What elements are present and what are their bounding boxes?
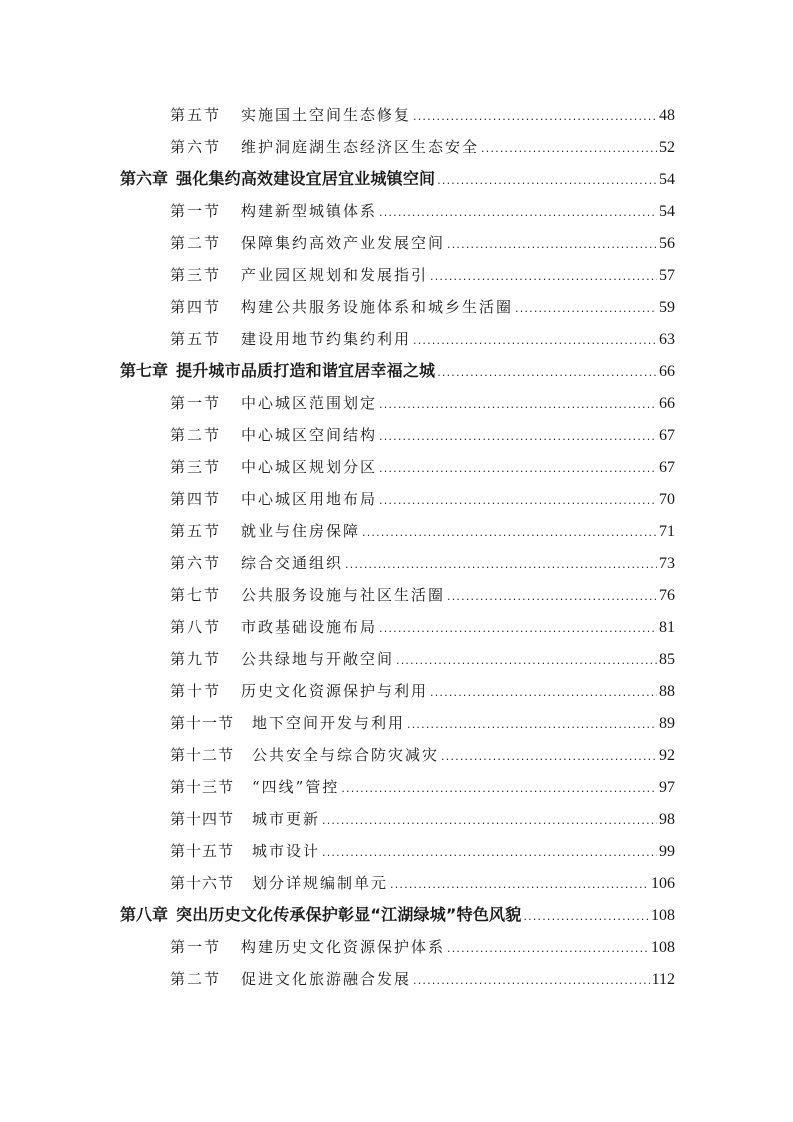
page-number: 66 (659, 395, 675, 412)
section-title: 城市更新 (252, 810, 321, 828)
chapter-title: 强化集约高效建设宜居宜业城镇空间 (176, 169, 436, 188)
page-number: 98 (659, 811, 675, 828)
page-number: 112 (651, 971, 675, 988)
page-number: 99 (659, 843, 675, 860)
dot-leader (379, 201, 657, 225)
section-title: 维护洞庭湖生态经济区生态安全 (241, 138, 480, 156)
page-number: 85 (659, 651, 675, 668)
chapter-number: 第七章 (120, 361, 169, 380)
section-number: 第一节 (170, 938, 222, 956)
dot-leader (515, 297, 657, 321)
page-number: 63 (659, 331, 675, 348)
section-title: 城市设计 (252, 842, 321, 860)
section-number: 第三节 (170, 458, 222, 476)
page-number: 76 (659, 587, 675, 604)
dot-leader (447, 233, 657, 257)
dot-leader (413, 329, 657, 353)
page-number: 67 (659, 427, 675, 444)
toc-entry-section[interactable] (170, 295, 675, 319)
page-number: 70 (659, 491, 675, 508)
toc-entry-section[interactable] (170, 807, 675, 831)
section-title: 产业园区规划和发展指引 (241, 266, 429, 284)
toc-entry-chapter[interactable] (120, 903, 675, 927)
toc-entry-section[interactable] (170, 519, 675, 543)
toc-entry-section[interactable] (170, 743, 675, 767)
toc-entry-section[interactable] (170, 647, 675, 671)
section-title: 建设用地节约集约利用 (241, 330, 412, 348)
dot-leader (322, 841, 657, 865)
section-title: 中心城区用地布局 (241, 490, 378, 508)
section-title: 市政基础设施布局 (241, 618, 378, 636)
page-number: 54 (659, 171, 675, 188)
section-number: 第五节 (170, 522, 222, 540)
page-number: 52 (659, 139, 675, 156)
toc-entry-section[interactable] (170, 231, 675, 255)
section-title: 就业与住房保障 (241, 522, 361, 540)
dot-leader (345, 553, 657, 577)
dot-leader (341, 777, 657, 801)
chapter-number: 第八章 (120, 905, 169, 924)
section-number: 第六节 (170, 138, 222, 156)
section-title: “四线”管控 (252, 778, 340, 796)
dot-leader (447, 937, 649, 961)
section-title: 保障集约高效产业发展空间 (241, 234, 446, 252)
section-title: 公共服务设施与社区生活圈 (241, 586, 446, 604)
dot-leader (407, 713, 657, 737)
section-number: 第十五节 (170, 842, 235, 860)
toc-entry-section[interactable] (170, 551, 675, 575)
dot-leader (322, 809, 657, 833)
toc-entry-section[interactable] (170, 615, 675, 639)
section-title: 划分详规编制单元 (252, 874, 389, 892)
dot-leader (413, 969, 650, 993)
section-number: 第五节 (170, 106, 222, 124)
page-number: 67 (659, 459, 675, 476)
dot-leader (379, 425, 657, 449)
section-number: 第十六节 (170, 874, 235, 892)
section-title: 中心城区规划分区 (241, 458, 378, 476)
section-title: 构建公共服务设施体系和城乡生活圈 (241, 298, 514, 316)
toc-entry-section[interactable] (170, 327, 675, 351)
page-number: 108 (651, 939, 675, 956)
toc-entry-section[interactable] (170, 391, 675, 415)
section-title: 综合交通组织 (241, 554, 344, 572)
toc-entry-section[interactable] (170, 583, 675, 607)
page-number: 56 (659, 235, 675, 252)
section-number: 第九节 (170, 650, 222, 668)
toc-entry-section[interactable] (170, 199, 675, 223)
section-number: 第十三节 (170, 778, 235, 796)
page-number: 92 (659, 747, 675, 764)
section-number: 第五节 (170, 330, 222, 348)
dot-leader (430, 681, 657, 705)
dot-leader (379, 617, 657, 641)
section-title: 中心城区范围划定 (241, 394, 378, 412)
dot-leader (396, 649, 657, 673)
page-number: 48 (659, 107, 675, 124)
section-title: 公共绿地与开敞空间 (241, 650, 395, 668)
page-number: 71 (659, 523, 675, 540)
section-number: 第十一节 (170, 714, 235, 732)
dot-leader (481, 137, 657, 161)
section-title: 构建新型城镇体系 (241, 202, 378, 220)
section-title: 地下空间开发与利用 (252, 714, 406, 732)
dot-leader (430, 265, 657, 289)
dot-leader (437, 169, 657, 193)
toc-entry-section[interactable] (170, 775, 675, 799)
page-number: 97 (659, 779, 675, 796)
toc-entry-section[interactable] (170, 135, 675, 159)
section-number: 第一节 (170, 394, 222, 412)
dot-leader (379, 457, 657, 481)
toc-entry-section[interactable] (170, 967, 675, 991)
page-number: 66 (659, 363, 675, 380)
section-title: 历史文化资源保护与利用 (241, 682, 429, 700)
section-title: 中心城区空间结构 (241, 426, 378, 444)
toc-entry-section[interactable] (170, 839, 675, 863)
dot-leader (413, 105, 657, 129)
page-number: 106 (651, 875, 675, 892)
section-number: 第十二节 (170, 746, 235, 764)
chapter-number: 第六章 (120, 169, 169, 188)
page-number: 59 (659, 299, 675, 316)
toc-entry-section[interactable] (170, 871, 675, 895)
section-number: 第七节 (170, 586, 222, 604)
page-number: 108 (651, 907, 675, 924)
page-number: 57 (659, 267, 675, 284)
section-number: 第一节 (170, 202, 222, 220)
chapter-title: 突出历史文化传承保护彰显“江湖绿城”特色风貌 (176, 905, 522, 924)
section-title: 实施国土空间生态修复 (241, 106, 412, 124)
section-number: 第八节 (170, 618, 222, 636)
section-number: 第十节 (170, 682, 222, 700)
section-number: 第二节 (170, 234, 222, 252)
section-title: 构建历史文化资源保护体系 (241, 938, 446, 956)
toc-entry-chapter[interactable] (120, 359, 675, 383)
page-number: 73 (659, 555, 675, 572)
section-number: 第三节 (170, 266, 222, 284)
section-number: 第十四节 (170, 810, 235, 828)
page-number: 89 (659, 715, 675, 732)
toc-entry-section[interactable] (170, 935, 675, 959)
section-number: 第二节 (170, 970, 222, 988)
toc-entry-section[interactable] (170, 455, 675, 479)
page-number: 88 (659, 683, 675, 700)
page-number: 54 (659, 203, 675, 220)
dot-leader (362, 521, 657, 545)
toc-entry-section[interactable] (170, 487, 675, 511)
dot-leader (523, 905, 649, 929)
section-title: 公共安全与综合防灾减灾 (252, 746, 440, 764)
section-title: 促进文化旅游融合发展 (241, 970, 412, 988)
section-number: 第四节 (170, 298, 222, 316)
toc-entry-section[interactable] (170, 679, 675, 703)
section-number: 第四节 (170, 490, 222, 508)
section-number: 第六节 (170, 554, 222, 572)
toc-entry-section[interactable] (170, 423, 675, 447)
section-number: 第二节 (170, 426, 222, 444)
chapter-title: 提升城市品质打造和谐宜居幸福之城 (176, 361, 436, 380)
dot-leader (390, 873, 649, 897)
dot-leader (437, 361, 657, 385)
dot-leader (379, 489, 657, 513)
toc-entry-section[interactable] (170, 263, 675, 287)
page-number: 81 (659, 619, 675, 636)
toc-entry-section[interactable] (170, 711, 675, 735)
toc-entry-chapter[interactable] (120, 167, 675, 191)
toc-entry-section[interactable] (170, 103, 675, 127)
dot-leader (441, 745, 657, 769)
dot-leader (379, 393, 657, 417)
dot-leader (447, 585, 657, 609)
